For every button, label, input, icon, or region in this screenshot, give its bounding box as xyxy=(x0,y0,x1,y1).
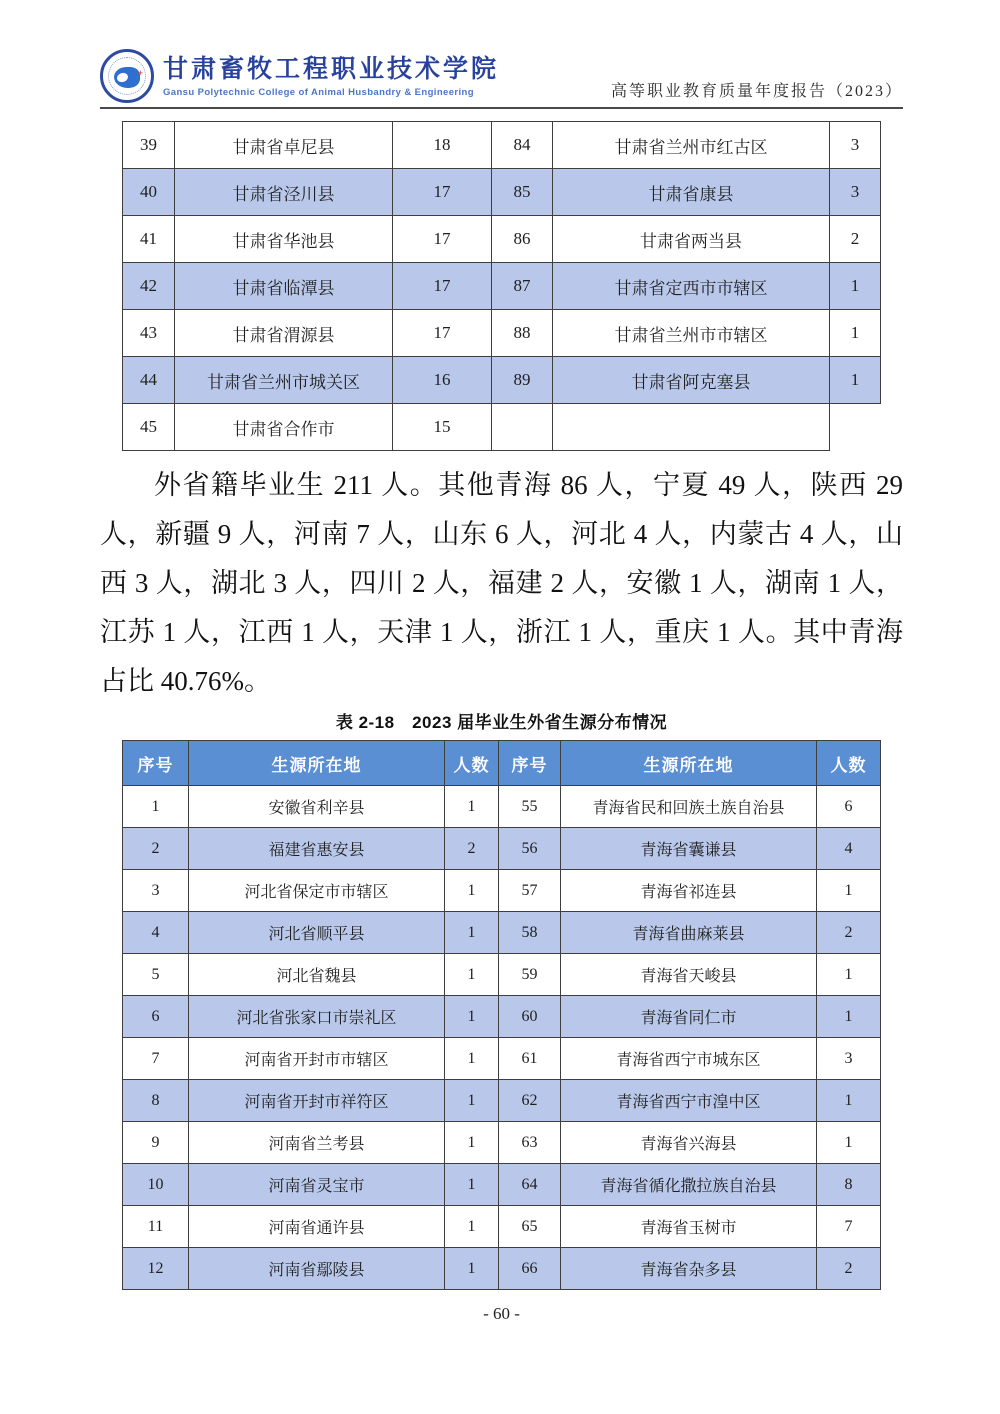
serial-cell-right: 62 xyxy=(499,1080,561,1122)
origin-cell-right: 青海省囊谦县 xyxy=(561,828,817,870)
serial-cell-right: 84 xyxy=(492,122,553,169)
serial-cell-right: 61 xyxy=(499,1038,561,1080)
college-name-block xyxy=(163,55,499,98)
header-origin-left: 生源所在地 xyxy=(189,741,445,786)
serial-cell-right: 65 xyxy=(499,1206,561,1248)
count-cell-left: 16 xyxy=(393,357,492,404)
count-cell-right: 4 xyxy=(817,828,881,870)
count-cell-right: 6 xyxy=(817,786,881,828)
count-cell-right: 1 xyxy=(817,1122,881,1164)
serial-cell-right: 59 xyxy=(499,954,561,996)
serial-cell-right: 86 xyxy=(492,216,553,263)
origin-cell-left: 河南省通许县 xyxy=(189,1206,445,1248)
origin-cell-left: 安徽省利辛县 xyxy=(189,786,445,828)
college-logo-block xyxy=(100,49,499,103)
table-row xyxy=(123,1038,881,1080)
count-cell-left: 17 xyxy=(393,310,492,357)
table-row xyxy=(123,870,881,912)
serial-cell-left: 39 xyxy=(123,122,175,169)
origin-cell-left: 甘肃省渭源县 xyxy=(175,310,393,357)
origin-cell-left: 河北省张家口市崇礼区 xyxy=(189,996,445,1038)
serial-cell-left: 5 xyxy=(123,954,189,996)
origin-cell-left: 河南省兰考县 xyxy=(189,1122,445,1164)
count-cell-left: 1 xyxy=(445,1080,499,1122)
serial-cell-right: 55 xyxy=(499,786,561,828)
count-cell-left: 17 xyxy=(393,263,492,310)
college-name-en: Gansu Polytechnic College of Animal Husbandry & Engineering xyxy=(163,86,474,98)
origin-cell-right: 青海省循化撒拉族自治县 xyxy=(561,1164,817,1206)
table-row xyxy=(123,828,881,870)
origin-cell-right: 甘肃省阿克塞县 xyxy=(553,357,830,404)
origin-cell-left: 河南省鄢陵县 xyxy=(189,1248,445,1290)
serial-cell-right: 60 xyxy=(499,996,561,1038)
serial-cell-left: 44 xyxy=(123,357,175,404)
count-cell-left: 1 xyxy=(445,1248,499,1290)
count-cell-right: 2 xyxy=(830,216,881,263)
table-row xyxy=(123,122,881,169)
origin-cell-left: 河南省开封市祥符区 xyxy=(189,1080,445,1122)
count-cell-right: 1 xyxy=(830,357,881,404)
table-row xyxy=(123,357,881,404)
serial-cell-right: 89 xyxy=(492,357,553,404)
origin-cell-left: 河北省保定市市辖区 xyxy=(189,870,445,912)
table-row xyxy=(123,1248,881,1290)
distribution-table xyxy=(122,740,881,1290)
origin-cell-right: 青海省西宁市城东区 xyxy=(561,1038,817,1080)
serial-cell-right: 85 xyxy=(492,169,553,216)
origin-cell-right: 青海省曲麻莱县 xyxy=(561,912,817,954)
serial-cell-right: 56 xyxy=(499,828,561,870)
origin-cell-left: 甘肃省华池县 xyxy=(175,216,393,263)
report-title: 高等职业教育质量年度报告（2023） xyxy=(610,83,903,100)
header-serial-left: 序号 xyxy=(123,741,189,786)
serial-cell-left: 9 xyxy=(123,1122,189,1164)
header-origin-right: 生源所在地 xyxy=(561,741,817,786)
header-count-right: 人数 xyxy=(817,741,881,786)
serial-cell-left: 40 xyxy=(123,169,175,216)
serial-cell-left: 6 xyxy=(123,996,189,1038)
origin-cell-right: 甘肃省康县 xyxy=(553,169,830,216)
count-cell-right: 1 xyxy=(830,310,881,357)
serial-cell-left: 41 xyxy=(123,216,175,263)
body-paragraph: 外省籍毕业生 211 人。其他青海 86 人，宁夏 49 人，陕西 29 人，新疆 9 人，河南 7 人，山东 6 人，河北 4 人，内蒙古 4 人，山西 3 人，湖北 3 人，四川 2 人，福建 2 人，安徽 1 人，湖南 1 人，江苏 1 人，江西 1 人，天津 1 人，浙江 1 人，重庆 1 人。其中青海占比 40.76%。 xyxy=(100,470,903,696)
origin-cell-right: 青海省杂多县 xyxy=(561,1248,817,1290)
origin-cell-left: 福建省惠安县 xyxy=(189,828,445,870)
serial-cell-left: 12 xyxy=(123,1248,189,1290)
origin-cell-left: 河南省开封市市辖区 xyxy=(189,1038,445,1080)
origin-cell-right: 青海省天峻县 xyxy=(561,954,817,996)
origin-cell-right: 甘肃省兰州市市辖区 xyxy=(553,310,830,357)
count-cell-left: 1 xyxy=(445,786,499,828)
serial-cell-right: 64 xyxy=(499,1164,561,1206)
count-cell-left: 17 xyxy=(393,216,492,263)
count-cell-left: 1 xyxy=(445,954,499,996)
count-cell-right: 1 xyxy=(817,1080,881,1122)
continuation-table xyxy=(122,121,881,451)
table-row xyxy=(123,996,881,1038)
table-row xyxy=(123,1122,881,1164)
count-cell-right xyxy=(830,404,881,451)
table-row xyxy=(123,1080,881,1122)
emblem-cross-icon: + xyxy=(137,68,143,78)
table-row xyxy=(123,912,881,954)
origin-cell-right: 甘肃省两当县 xyxy=(553,216,830,263)
count-cell-right: 1 xyxy=(817,870,881,912)
serial-cell-left: 1 xyxy=(123,786,189,828)
serial-cell-right: 58 xyxy=(499,912,561,954)
table-row xyxy=(123,216,881,263)
origin-cell-left: 甘肃省卓尼县 xyxy=(175,122,393,169)
table-row xyxy=(123,263,881,310)
serial-cell-left: 43 xyxy=(123,310,175,357)
serial-cell-left: 45 xyxy=(123,404,175,451)
serial-cell-left: 42 xyxy=(123,263,175,310)
serial-cell-right: 88 xyxy=(492,310,553,357)
table-row xyxy=(123,310,881,357)
count-cell-left: 15 xyxy=(393,404,492,451)
origin-cell-left: 甘肃省兰州市城关区 xyxy=(175,357,393,404)
serial-cell-left: 8 xyxy=(123,1080,189,1122)
origin-cell-left: 甘肃省泾川县 xyxy=(175,169,393,216)
serial-cell-left: 7 xyxy=(123,1038,189,1080)
origin-cell-left: 河南省灵宝市 xyxy=(189,1164,445,1206)
count-cell-right: 1 xyxy=(817,996,881,1038)
page-header xyxy=(100,45,903,109)
count-cell-right: 1 xyxy=(830,263,881,310)
serial-cell-left: 11 xyxy=(123,1206,189,1248)
origin-cell-left: 甘肃省临潭县 xyxy=(175,263,393,310)
count-cell-right: 3 xyxy=(817,1038,881,1080)
serial-cell-left: 4 xyxy=(123,912,189,954)
serial-cell-right: 57 xyxy=(499,870,561,912)
header-count-left: 人数 xyxy=(445,741,499,786)
count-cell-left: 2 xyxy=(445,828,499,870)
table-row xyxy=(123,1164,881,1206)
table-row xyxy=(123,786,881,828)
table-row xyxy=(123,954,881,996)
count-cell-left: 17 xyxy=(393,169,492,216)
count-cell-right: 7 xyxy=(817,1206,881,1248)
origin-cell-right: 青海省兴海县 xyxy=(561,1122,817,1164)
count-cell-right: 3 xyxy=(830,169,881,216)
count-cell-right: 3 xyxy=(830,122,881,169)
count-cell-right: 1 xyxy=(817,954,881,996)
serial-cell-left: 10 xyxy=(123,1164,189,1206)
origin-cell-right: 青海省同仁市 xyxy=(561,996,817,1038)
serial-cell-left: 2 xyxy=(123,828,189,870)
count-cell-left: 1 xyxy=(445,1122,499,1164)
origin-cell-right: 青海省民和回族土族自治县 xyxy=(561,786,817,828)
count-cell-left: 1 xyxy=(445,1206,499,1248)
origin-cell-left: 河北省顺平县 xyxy=(189,912,445,954)
origin-cell-left: 甘肃省合作市 xyxy=(175,404,393,451)
count-cell-left: 1 xyxy=(445,1038,499,1080)
origin-cell-left: 河北省魏县 xyxy=(189,954,445,996)
count-cell-left: 1 xyxy=(445,912,499,954)
count-cell-left: 18 xyxy=(393,122,492,169)
count-cell-right: 2 xyxy=(817,1248,881,1290)
serial-cell-left: 3 xyxy=(123,870,189,912)
serial-cell-right xyxy=(492,404,553,451)
table-header-row xyxy=(123,741,881,786)
emblem-animal-icon xyxy=(114,67,140,88)
table-row xyxy=(123,404,881,451)
header-serial-right: 序号 xyxy=(499,741,561,786)
page-number: - 60 - xyxy=(483,1304,520,1323)
count-cell-left: 1 xyxy=(445,1164,499,1206)
table-caption: 表 2-18 2023 届毕业生外省生源分布情况 xyxy=(335,713,668,732)
count-cell-right: 2 xyxy=(817,912,881,954)
origin-cell-right: 甘肃省定西市市辖区 xyxy=(553,263,830,310)
origin-cell-right: 青海省西宁市湟中区 xyxy=(561,1080,817,1122)
college-name-cn: 甘肃畜牧工程职业技术学院 xyxy=(163,55,500,83)
table-row xyxy=(123,169,881,216)
origin-cell-right xyxy=(553,404,830,451)
serial-cell-right: 66 xyxy=(499,1248,561,1290)
count-cell-right: 8 xyxy=(817,1164,881,1206)
table-row xyxy=(123,1206,881,1248)
origin-cell-right: 甘肃省兰州市红古区 xyxy=(553,122,830,169)
count-cell-left: 1 xyxy=(445,996,499,1038)
origin-cell-right: 青海省祁连县 xyxy=(561,870,817,912)
serial-cell-right: 87 xyxy=(492,263,553,310)
serial-cell-right: 63 xyxy=(499,1122,561,1164)
college-emblem-icon xyxy=(100,49,154,103)
count-cell-left: 1 xyxy=(445,870,499,912)
origin-cell-right: 青海省玉树市 xyxy=(561,1206,817,1248)
